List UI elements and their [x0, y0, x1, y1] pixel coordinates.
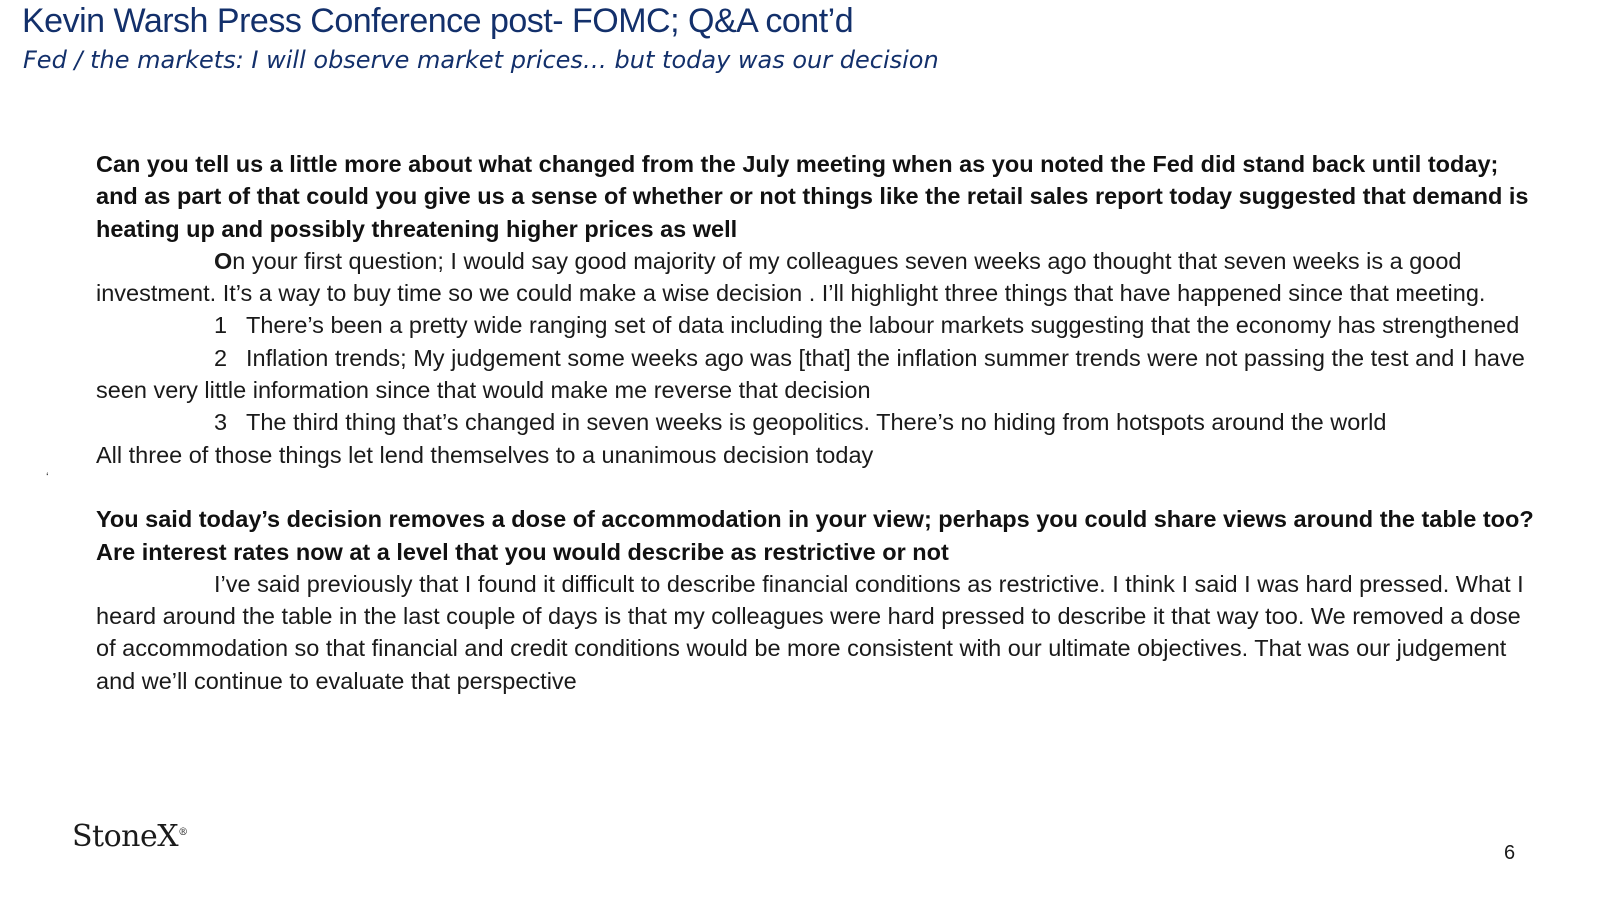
answer-point-3	[96, 406, 1536, 438]
point-number: 1	[214, 312, 228, 339]
qa-content	[96, 148, 1536, 697]
answer-2	[96, 568, 1536, 697]
question-2: You said today’s decision removes a dose of accommodation in your view; perhaps you could share views around the table too? Are interest rates now at a level that you would describe as restrictive or not	[96, 506, 1534, 565]
paragraph-gap	[96, 471, 1536, 503]
registered-mark: ®	[178, 827, 188, 838]
logo-text: StoneX	[72, 819, 179, 854]
answer-point-2	[96, 342, 1536, 407]
point-text: Inflation trends; My judgement some weeks ago was [that] the inflation summer trends were not passing the test and I have seen very little information since that would make me reverse that decision	[96, 344, 1525, 404]
page-number: 6	[1504, 842, 1516, 864]
stonex-logo	[72, 819, 188, 854]
point-text: There’s been a pretty wide ranging set of data including the labour markets suggesting that the economy has strengthened	[246, 312, 1520, 339]
slide-title: Kevin Warsh Press Conference post- FOMC; Q&A cont’d	[22, 2, 854, 40]
answer-point-1	[96, 309, 1536, 341]
answer-1-conclusion: All three of those things let lend themselves to a unanimous decision today	[96, 441, 874, 468]
answer-1	[96, 245, 1536, 310]
answer-2-text: I’ve said previously that I found it difficult to describe financial conditions as restrictive. I think I said I was hard pressed. What I heard around the table in the last couple of days is that my colleagues were hard pressed to describe it that way too. We removed a dose of accommodation so that financial and credit conditions would be more consistent with our ultimate objectives. That was our judgement and we’ll continue to evaluate that perspective	[96, 570, 1524, 694]
point-text: The third thing that’s changed in seven weeks is geopolitics. There’s no hiding from hotspots around the world	[246, 409, 1387, 436]
question-1: Can you tell us a little more about what changed from the July meeting when as you noted the Fed did stand back until today; and as part of that could you give us a sense of whether or not things like the retail sales report today suggested that demand is heating up and possibly threatening higher prices as well	[96, 151, 1529, 242]
stray-mark: ‘	[46, 470, 49, 484]
point-number: 3	[214, 409, 228, 436]
point-number: 2	[214, 344, 228, 371]
slide-subtitle: Fed / the markets: I will observe market prices… but today was our decision	[23, 46, 939, 74]
answer-1-text: n your first question; I would say good majority of my colleagues seven weeks ago thought that seven weeks is a good investment. It’s a way to buy time so we could make a wise decision . I’ll highlight three things that have happened since that meeting.	[96, 247, 1486, 307]
answer-1-initial: O	[214, 247, 233, 274]
